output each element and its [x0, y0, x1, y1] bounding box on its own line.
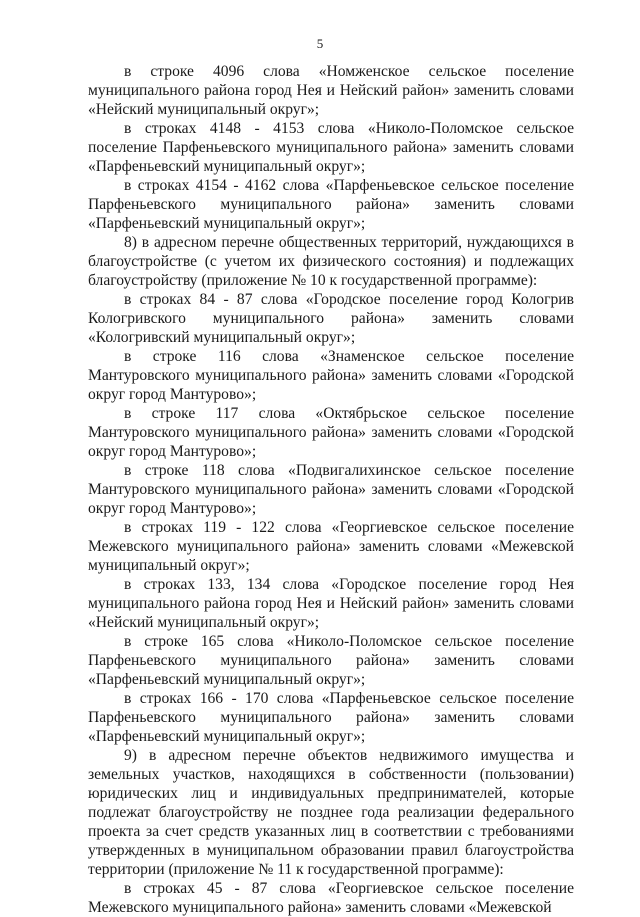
- paragraph: в строке 4096 слова «Номженское сельское поселение муниципального района город Нея и Нейский район» заменить словами «Нейский муниципальный округ»;: [88, 63, 574, 118]
- paragraph: в строках 4154 - 4162 слова «Парфеньевское сельское поселение Парфеньевского муниципального района» заменить словами «Парфеньевский муниципальный округ»;: [88, 177, 574, 232]
- paragraph: в строке 116 слова «Знаменское сельское поселение Мантуровского муниципального района» заменить словами «Городской округ город Мантурово»;: [88, 348, 574, 403]
- paragraph: в строках 84 - 87 слова «Городское поселение город Кологрив Кологривского муниципального района» заменить словами «Кологривский муниципальный округ»;: [88, 291, 574, 346]
- paragraph: в строках 4148 - 4153 слова «Николо-Поломское сельское поселение Парфеньевского муниципального района» заменить словами «Парфеньевский муниципальный округ»;: [88, 120, 574, 175]
- paragraph: 8) в адресном перечне общественных территорий, нуждающихся в благоустройстве (с учетом их физического состояния) и подлежащих благоустройству (приложение № 10 к государственной программе):: [88, 234, 574, 289]
- document-body: [88, 62, 574, 917]
- paragraph: в строке 165 слова «Николо-Поломское сельское поселение Парфеньевского муниципального района» заменить словами «Парфеньевский муниципальный округ»;: [88, 633, 574, 688]
- page-number: 5: [316, 36, 324, 51]
- paragraph: в строках 45 - 87 слова «Георгиевское сельское поселение Межевского муниципального района» заменить словами «Межевской: [88, 880, 574, 916]
- paragraph: в строке 118 слова «Подвигалихинское сельское поселение Мантуровского муниципального района» заменить словами «Городской округ город Мантурово»;: [88, 462, 574, 517]
- paragraph: в строках 133, 134 слова «Городское поселение город Нея муниципального района город Нея и Нейский район» заменить словами «Нейский муниципальный округ»;: [88, 576, 574, 631]
- paragraph: в строке 117 слова «Октябрьское сельское поселение Мантуровского муниципального района» заменить словами «Городской округ город Мантурово»;: [88, 405, 574, 460]
- paragraph: в строках 166 - 170 слова «Парфеньевское сельское поселение Парфеньевского муниципального района» заменить словами «Парфеньевский муниципальный округ»;: [88, 690, 574, 745]
- paragraph: 9) в адресном перечне объектов недвижимого имущества и земельных участков, находящихся в собственности (пользовании) юридических лиц и индивидуальных предпринимателей, которые подлежат благоустройству не позднее года реализации федерального проекта за счет средств указанных лиц в соответствии с требованиями утвержденных в муниципальном образовании правил благоустройства территории (приложение № 11 к государственной программе):: [88, 747, 574, 878]
- paragraph: в строках 119 - 122 слова «Георгиевское сельское поселение Межевского муниципального района» заменить словами «Межевской муниципальный округ»;: [88, 519, 574, 574]
